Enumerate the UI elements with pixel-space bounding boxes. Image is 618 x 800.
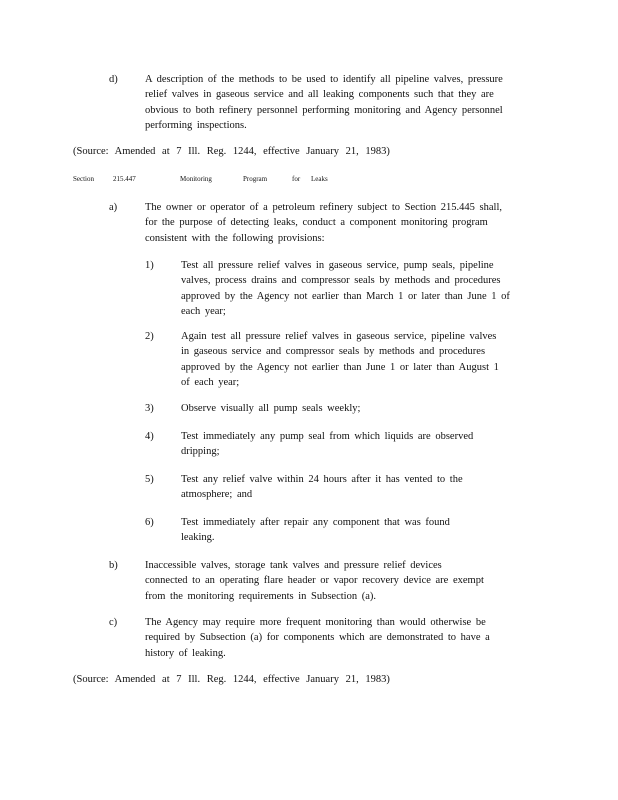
provision-1-label: 1) bbox=[145, 260, 154, 271]
item-d-text: A description of the methods to be used to identify all pipeline valves, pressure relief valves in gaseous service and all leaking components such that they are obvious to both refinery personnel performing monitoring and Agency personnel performing inspections. bbox=[145, 74, 503, 131]
provision-2-text: Again test all pressure relief valves in gaseous service, pipeline valves in gaseous service and compressor seals by methods and procedures approved by the Agency not earlier than June 1 or later than August 1 of each year; bbox=[181, 331, 499, 388]
section-title-word-4: Leaks bbox=[311, 175, 328, 183]
item-a-label: a) bbox=[109, 202, 118, 213]
provision-1-text: Test all pressure relief valves in gaseous service, pump seals, pipeline valves, process drains and compressor seals by methods and procedures approved by the Agency not earlier than March 1 or later than June 1 of each year; bbox=[181, 260, 510, 317]
provision-6-label: 6) bbox=[145, 517, 154, 528]
provision-4-text: Test immediately any pump seal from which liquids are observed dripping; bbox=[181, 431, 474, 458]
item-a-text: The owner or operator of a petroleum refinery subject to Section 215.445 shall, for the purpose of detecting leaks, conduct a component monitoring program consistent with the following provisions: bbox=[145, 202, 502, 244]
provision-3-label: 3) bbox=[145, 403, 154, 414]
item-d-label: d) bbox=[109, 74, 118, 85]
section-title-word-3: for bbox=[292, 175, 301, 183]
item-b-text: Inaccessible valves, storage tank valves and pressure relief devices connected to an operating flare header or vapor recovery device are exempt from the monitoring requirements in Subsection (a). bbox=[145, 560, 484, 602]
section-title-word-2: Program bbox=[243, 175, 268, 183]
provision-4-label: 4) bbox=[145, 431, 154, 442]
provision-5-text: Test any relief valve within 24 hours after it has vented to the atmosphere; and bbox=[181, 474, 463, 501]
provision-5-label: 5) bbox=[145, 474, 154, 485]
provision-2-label: 2) bbox=[145, 331, 154, 342]
source-note-1: (Source: Amended at 7 Ill. Reg. 1244, effective January 21, 1983) bbox=[73, 146, 390, 157]
provision-3-text: Observe visually all pump seals weekly; bbox=[181, 403, 361, 414]
source-note-2: (Source: Amended at 7 Ill. Reg. 1244, effective January 21, 1983) bbox=[73, 674, 390, 685]
item-b-label: b) bbox=[109, 560, 118, 571]
section-number: 215.447 bbox=[113, 175, 136, 183]
item-c-label: c) bbox=[109, 617, 118, 628]
section-title-word-1: Monitoring bbox=[180, 175, 212, 183]
provision-6-text: Test immediately after repair any component that was found leaking. bbox=[181, 517, 450, 544]
section-word: Section bbox=[73, 175, 94, 183]
item-c-text: The Agency may require more frequent monitoring than would otherwise be required by Subsection (a) for components which are demonstrated to have a history of leaking. bbox=[145, 617, 490, 659]
